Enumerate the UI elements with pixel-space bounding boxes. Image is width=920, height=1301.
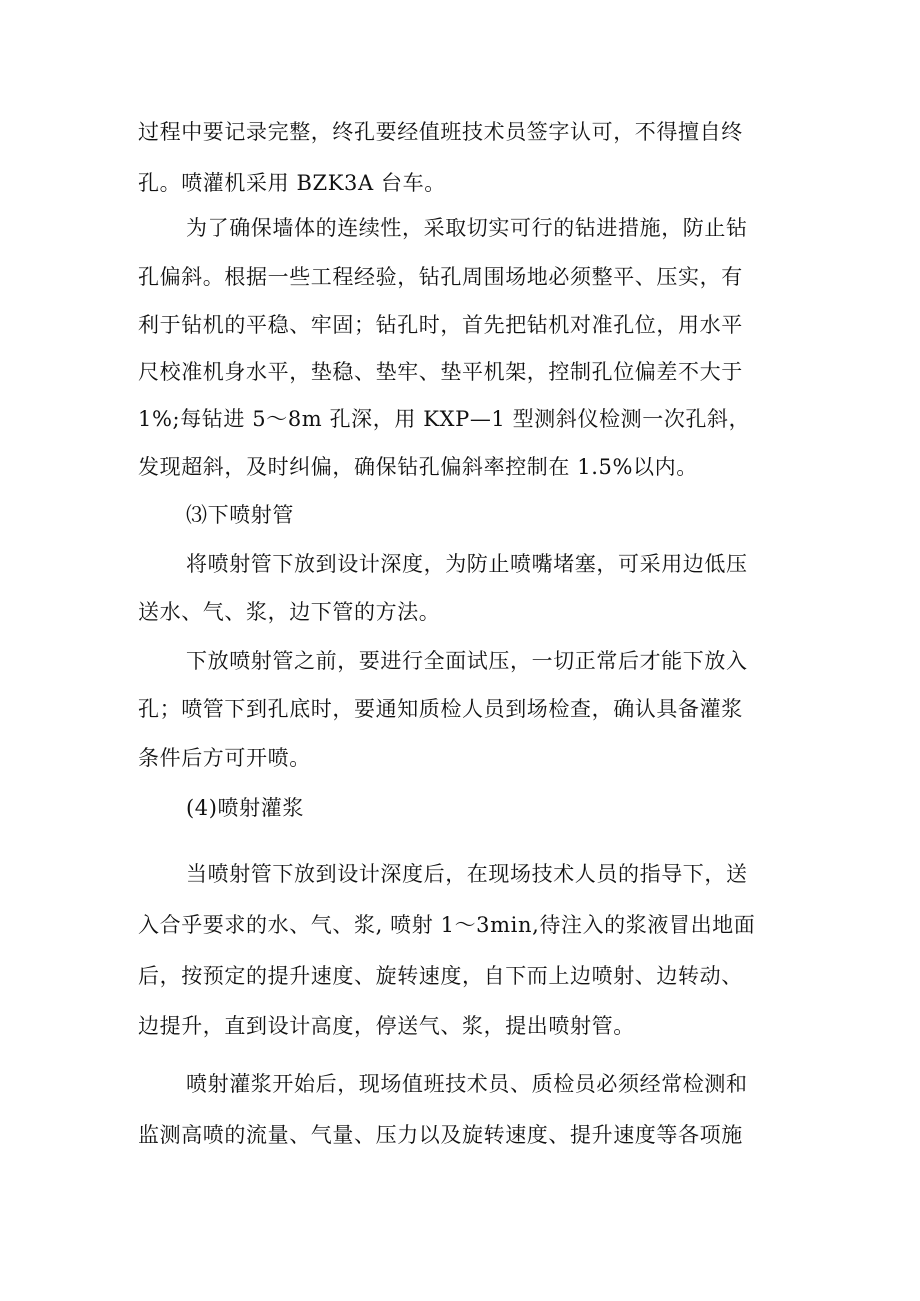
text-line: 过程中要记录完整，终孔要经值班技术员签字认可，不得擅自终: [138, 120, 743, 144]
section-heading: (4)喷射灌浆: [186, 796, 304, 820]
section-heading: ⑶下喷射管: [186, 503, 294, 527]
paragraph-line: 下放喷射管之前，要进行全面试压，一切正常后才能下放入: [186, 649, 748, 673]
text-line: 边提升，直到设计高度，停送气、浆，提出喷射管。: [138, 1014, 635, 1038]
paragraph-line: 喷射灌浆开始后，现场值班技术员、质检员必须经常检测和: [186, 1072, 748, 1096]
text-line: 利于钻机的平稳、牢固；钻孔时，首先把钻机对准孔位，用水平: [138, 313, 743, 337]
paragraph-line: 当喷射管下放到设计深度后，在现场技术人员的指导下，送: [186, 862, 748, 886]
text-line: 孔。喷灌机采用 BZK3A 台车。: [138, 171, 446, 195]
text-line: 发现超斜，及时纠偏，确保钻孔偏斜率控制在 1.5%以内。: [138, 455, 698, 479]
text-line: 入合乎要求的水、气、浆, 喷射 1～3min,待注入的浆液冒出地面: [138, 913, 756, 937]
text-line: 条件后方可开喷。: [138, 746, 311, 770]
paragraph-line: 为了确保墙体的连续性，采取切实可行的钻进措施，防止钻: [186, 216, 748, 240]
text-line: 1%;每钻进 5～8m 孔深，用 KXP—1 型测斜仪检测一次孔斜，: [138, 407, 751, 431]
text-line: 孔偏斜。根据一些工程经验，钻孔周围场地必须整平、压实，有: [138, 265, 743, 289]
text-line: 尺校准机身水平，垫稳、垫牢、垫平机架，控制孔位偏差不大于: [138, 360, 743, 384]
paragraph-line: 将喷射管下放到设计深度，为防止喷嘴堵塞，可采用边低压: [186, 552, 748, 576]
text-line: 监测高喷的流量、气量、压力以及旋转速度、提升速度等各项施: [138, 1123, 743, 1147]
text-line: 送水、气、浆，边下管的方法。: [138, 600, 441, 624]
text-line: 孔；喷管下到孔底时，要通知质检人员到场检查，确认具备灌浆: [138, 697, 743, 721]
text-line: 后，按预定的提升速度、旋转速度，自下而上边喷射、边转动、: [138, 964, 743, 988]
